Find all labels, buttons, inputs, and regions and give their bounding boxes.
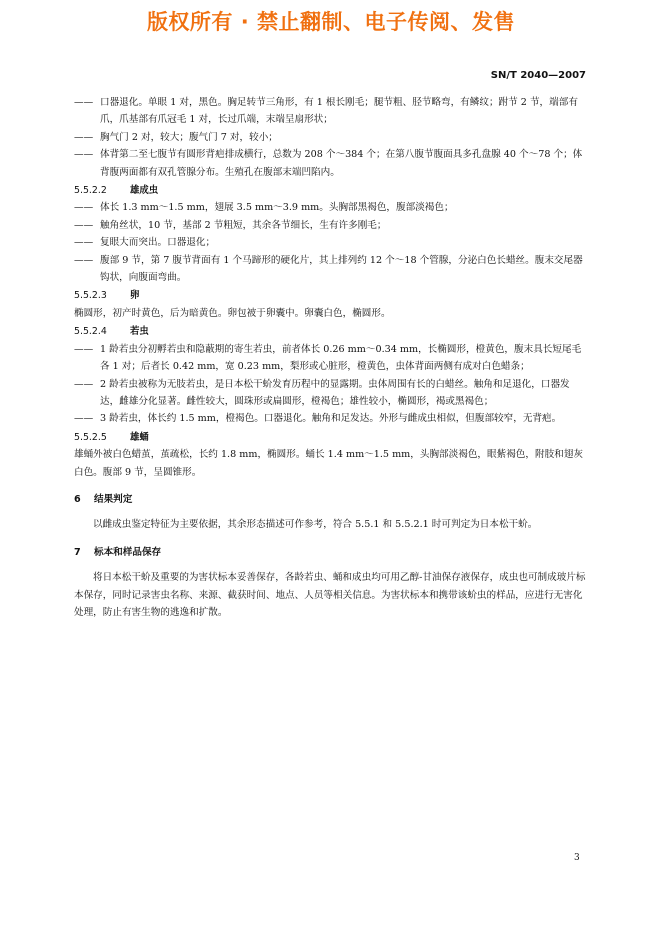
section-title: 结果判定 (94, 493, 133, 505)
copyright-watermark: 版权所有 · 禁止翻制、电子传阅、发售 (146, 10, 516, 34)
paragraph: 以雌成虫鉴定特征为主要依据，其余形态描述可作参考，符合 5.5.1 和 5.5.2.1 时可判定为日本松干蚧。 (93, 519, 538, 531)
list-item (74, 146, 588, 181)
dash-marker: —— (74, 202, 94, 214)
document-number: SN/T 2040—2007 (490, 70, 586, 81)
list-item (74, 234, 588, 251)
subsection-heading-5522 (74, 182, 588, 199)
dash-marker: —— (74, 378, 94, 390)
list-item-text: 体长 1.3 mm～1.5 mm，翅展 3.5 mm～3.9 mm。头胸部黑褐色，腹部淡褐色； (100, 202, 454, 214)
list-item (74, 94, 588, 129)
dash-marker: —— (74, 131, 94, 143)
dash-marker: —— (74, 149, 94, 161)
subsection-title: 若虫 (130, 326, 149, 338)
subsection-heading-5525 (74, 429, 588, 446)
list-item (74, 252, 588, 287)
list-item-text: 1 龄若虫分初孵若虫和隐蔽期的寄生若虫，前者体长 0.26 mm～0.34 mm，长椭圆形，橙黄色，腹末具长短尾毛各 1 对；后者长 0.42 mm，宽 0.23 mm，梨形或心脏形，橙黄色，虫体背面两侧有成对白色蜡条； (100, 343, 582, 373)
paragraph: 将日本松干蚧及重要的为害状标本妥善保存，各龄若虫、蛹和成虫均可用乙醇-甘油保存液保存，成虫也可制成玻片标本保存，同时记录害虫名称、来源、截获时间、地点、人员等相关信息。为害状标本和携带该蚧虫的样品，应进行无害化处理，防止有害生物的逃逸和扩散。 (74, 572, 586, 618)
subsection-title: 雄成虫 (130, 185, 159, 197)
list-item (74, 217, 588, 234)
list-item (74, 341, 588, 376)
section-heading-6 (74, 491, 588, 508)
subsection-title: 卵 (130, 290, 140, 302)
list-item-text: 腹部 9 节，第 7 腹节背面有 1 个马蹄形的硬化片，其上排列约 12 个～18 个管腺，分泌白色长蜡丝。腹末交尾器钩状，向腹面弯曲。 (100, 254, 583, 284)
list-item (74, 376, 588, 411)
list-item-text: 3 龄若虫，体长约 1.5 mm，橙褐色。口器退化。触角和足发达。外形与雌成虫相似，但腹部较窄，无背疤。 (100, 413, 562, 425)
subsection-number: 5.5.2.3 (74, 290, 107, 302)
subsection-number: 5.5.2.2 (74, 185, 107, 197)
list-item-text: 体背第二至七腹节有圆形背疤排成横行，总数为 208 个～384 个；在第八腹节腹面具多孔盘腺 40 个～78 个；体背腹两面都有双孔管腺分布。生殖孔在腹部末端凹陷内。 (100, 149, 583, 178)
subsection-heading-5524 (74, 323, 588, 340)
section-title: 标本和样品保存 (94, 546, 162, 558)
dash-marker: —— (74, 343, 94, 355)
dash-marker: —— (74, 237, 94, 249)
list-item (74, 410, 588, 427)
page-content (74, 94, 588, 621)
list-item-text: 触角丝状，10 节，基部 2 节粗短，其余各节细长，生有许多刚毛； (100, 219, 387, 231)
section-number: 7 (74, 546, 81, 558)
section-heading-7 (74, 544, 588, 561)
list-item (74, 129, 588, 146)
paragraph: 椭圆形，初产时黄色，后为暗黄色。卵包被于卵囊中。卵囊白色，椭圆形。 (74, 307, 391, 319)
subsection-heading-5523 (74, 287, 588, 304)
dash-marker: —— (74, 97, 94, 108)
paragraph: 雄蛹外被白色蜡茧，茧疏松，长约 1.8 mm，椭圆形。蛹长 1.4 mm～1.5 mm，头胸部淡褐色，眼紫褐色，附肢和翅灰白色。腹部 9 节，呈圆锥形。 (74, 449, 583, 478)
dash-marker: —— (74, 413, 94, 425)
list-item-text: 口器退化。单眼 1 对，黑色。胸足转节三角形，有 1 根长刚毛；腿节粗、胫节略弯，有鳞纹；跗节 2 节，端部有爪，爪基部有爪冠毛 1 对，长过爪端，末端呈扇形状； (100, 97, 578, 126)
subsection-number: 5.5.2.5 (74, 431, 107, 443)
list-item-text: 胸气门 2 对，较大；腹气门 7 对，较小； (100, 131, 278, 143)
list-item-text: 复眼大而突出。口器退化； (100, 237, 216, 249)
subsection-title: 雄蛹 (130, 431, 149, 443)
dash-marker: —— (74, 219, 94, 231)
subsection-number: 5.5.2.4 (74, 326, 107, 338)
list-item-text: 2 龄若虫被称为无肢若虫，是日本松干蚧发育历程中的显露期。虫体周围有长的白蜡丝。触角和足退化，口器发达，雌雄分化显著。雌性较大，圆珠形或扁圆形，橙褐色；雄性较小，椭圆形，褐或黑褐色； (100, 378, 570, 407)
list-item (74, 199, 588, 216)
page-number: 3 (574, 853, 580, 863)
section-number: 6 (74, 493, 81, 505)
dash-marker: —— (74, 254, 94, 266)
